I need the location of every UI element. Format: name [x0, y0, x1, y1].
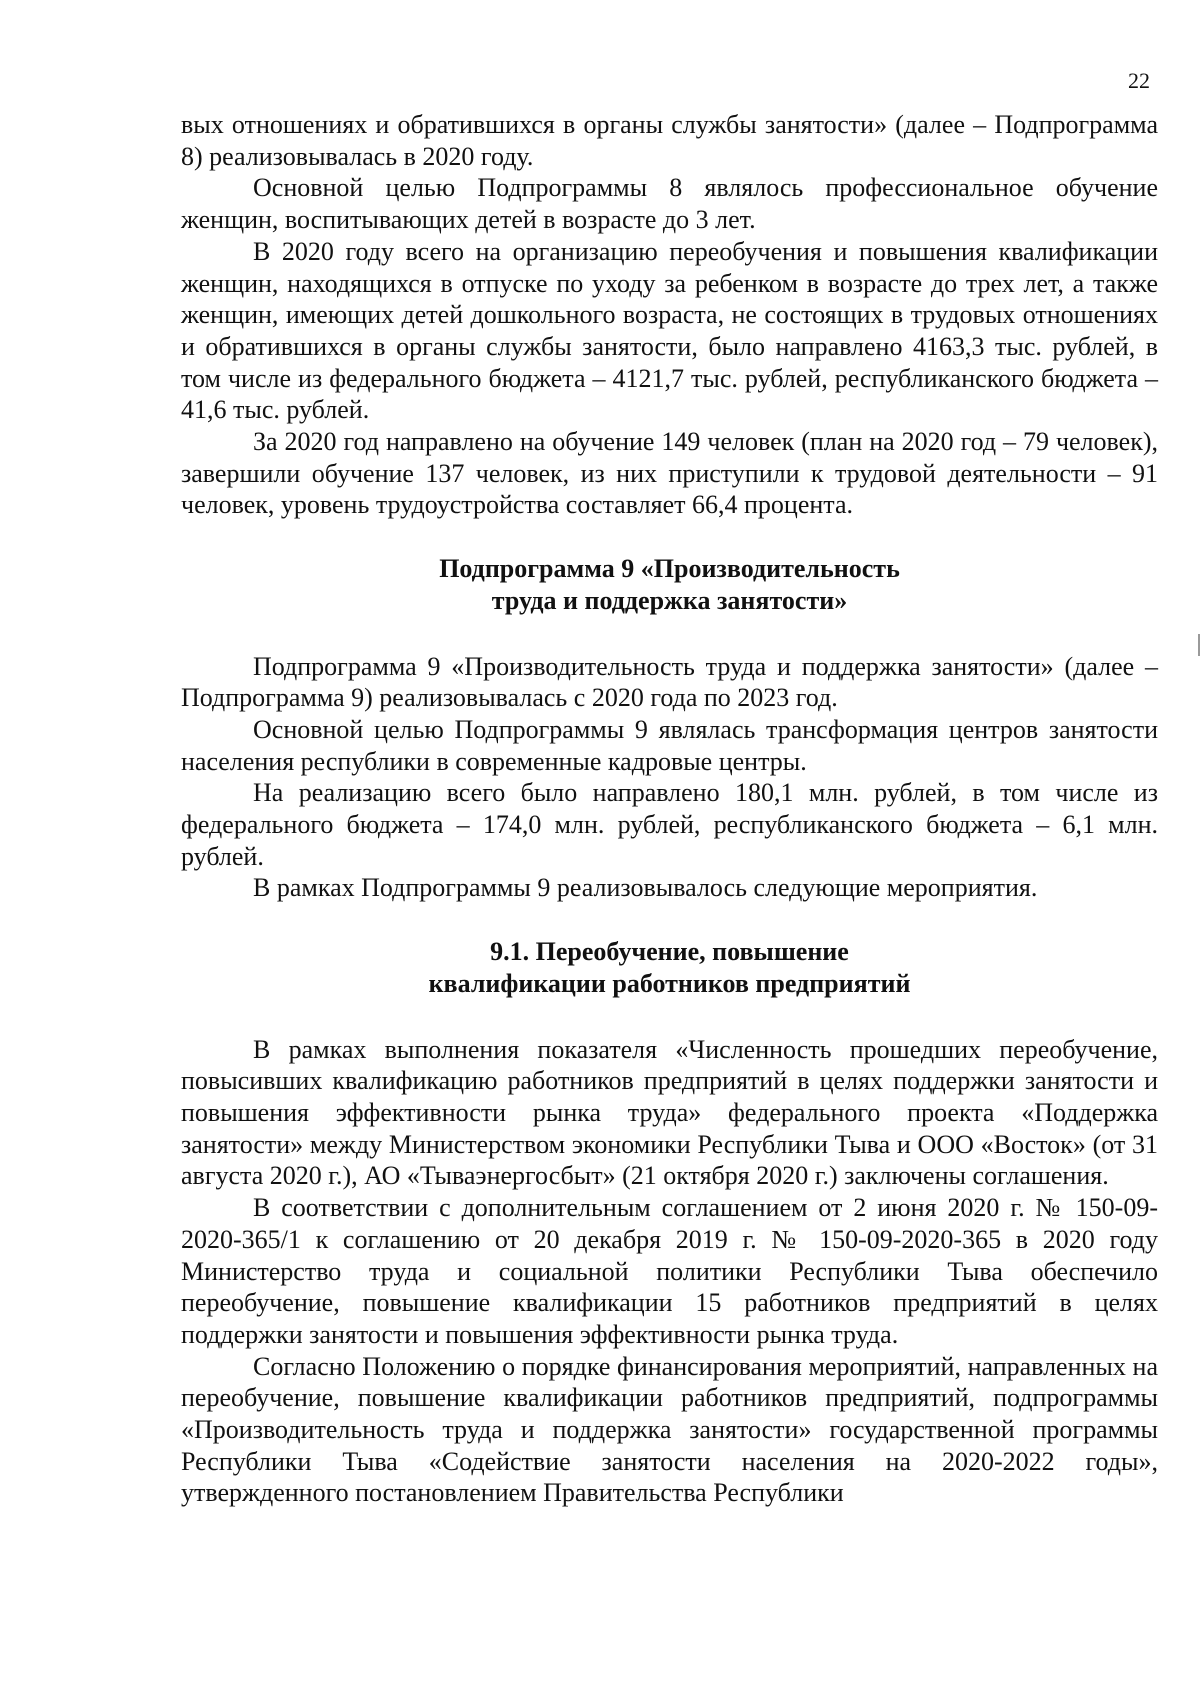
paragraph-agreements: В рамках выполнения показателя «Численность прошедших переобучение, повысивших квалификацию работников предприятий в целях поддержки занятости и повышения эффективности рынка труда» федерального проекта «Поддержка занятости» между Министерством экономики Республики Тыва и ООО «Восток» (от 31 августа 2020 г.), АО «Тываэнергосбыт» (21 октября 2020 г.) заключены соглашения. — [181, 1034, 1158, 1191]
paragraph-funding-subprogram-9: На реализацию всего было направлено 180,1 млн. рублей, в том числе из федерального бюджета – 174,0 млн. рублей, республиканского бюджета – 6,1 млн. рублей. — [181, 778, 1158, 871]
heading-line-2: квалификации работников предприятий — [428, 968, 911, 998]
paragraph-additional-agreement: В соответствии с дополнительным соглашением от 2 июня 2020 г. № 150-09-2020-365/1 к соглашению от 20 декабря 2019 г. № 150-09-2020-365 в 2020 году Министерство труда и социальной политики Республики Тыва обеспечило переобучение, повышение квалификации 15 работников предприятий в целях поддержки занятости и повышения эффективности рынка труда. — [181, 1193, 1158, 1349]
page-number: 22 — [1128, 68, 1150, 93]
section-heading-subprogram-9 — [181, 553, 1158, 616]
paragraph-goal-subprogram-9: Основной целью Подпрограммы 9 являлась трансформация центров занятости населения республики в современные кадровые центры. — [181, 714, 1158, 776]
spacer — [181, 904, 1158, 936]
paragraph-goal-subprogram-8: Основной целью Подпрограммы 8 являлось профессиональное обучение женщин, воспитывающих детей в возрасте до 3 лет. — [181, 173, 1158, 235]
paragraph-funding-2020: В 2020 году всего на организацию переобучения и повышения квалификации женщин, находящихся в отпуске по уходу за ребенком в возрасте до трех лет, а также женщин, имеющих детей дошкольного возраста, не состоящих в трудовых отношениях и обратившихся в органы службы занятости, было направлено 4163,3 тыс. рублей, в том числе из федерального бюджета – 4121,7 тыс. рублей, республиканского бюджета – 41,6 тыс. рублей. — [181, 236, 1158, 425]
spacer — [181, 617, 1158, 651]
heading-line-2: труда и поддержка занятости» — [491, 585, 848, 615]
document-body — [181, 109, 1158, 1509]
paragraph-continuation: вых отношениях и обратившихся в органы службы занятости» (далее – Подпрограмма 8) реализовывалась в 2020 году. — [181, 110, 1158, 171]
paragraph-subprogram-9-intro: Подпрограмма 9 «Производительность труда и поддержка занятости» (далее – Подпрограмма 9) реализовывалась с 2020 года по 2023 год. — [181, 651, 1158, 713]
spacer — [181, 1000, 1158, 1034]
heading-line-1: Подпрограмма 9 «Производительность — [439, 554, 900, 584]
spacer — [181, 521, 1158, 553]
paragraph-training-results: За 2020 год направлено на обучение 149 человек (план на 2020 год – 79 человек), завершили обучение 137 человек, из них приступили к трудовой деятельности – 91 человек, уровень трудоустройства составляет 66,4 процента. — [181, 427, 1158, 520]
paragraph-measures-intro: В рамках Подпрограммы 9 реализовывалось следующие мероприятия. — [253, 873, 1038, 903]
heading-line-1: 9.1. Переобучение, повышение — [490, 937, 849, 967]
section-heading-9-1 — [181, 936, 1158, 999]
paragraph-financing-regulation: Согласно Положению о порядке финансирования мероприятий, направленных на переобучение, повышение квалификации работников предприятий, подпрограммы «Производительность труда и поддержка занятости» государственной программы Республики Тыва «Содействие занятости населения на 2020-2022 годы», утвержденного постановлением Правительства Республики — [181, 1351, 1158, 1508]
